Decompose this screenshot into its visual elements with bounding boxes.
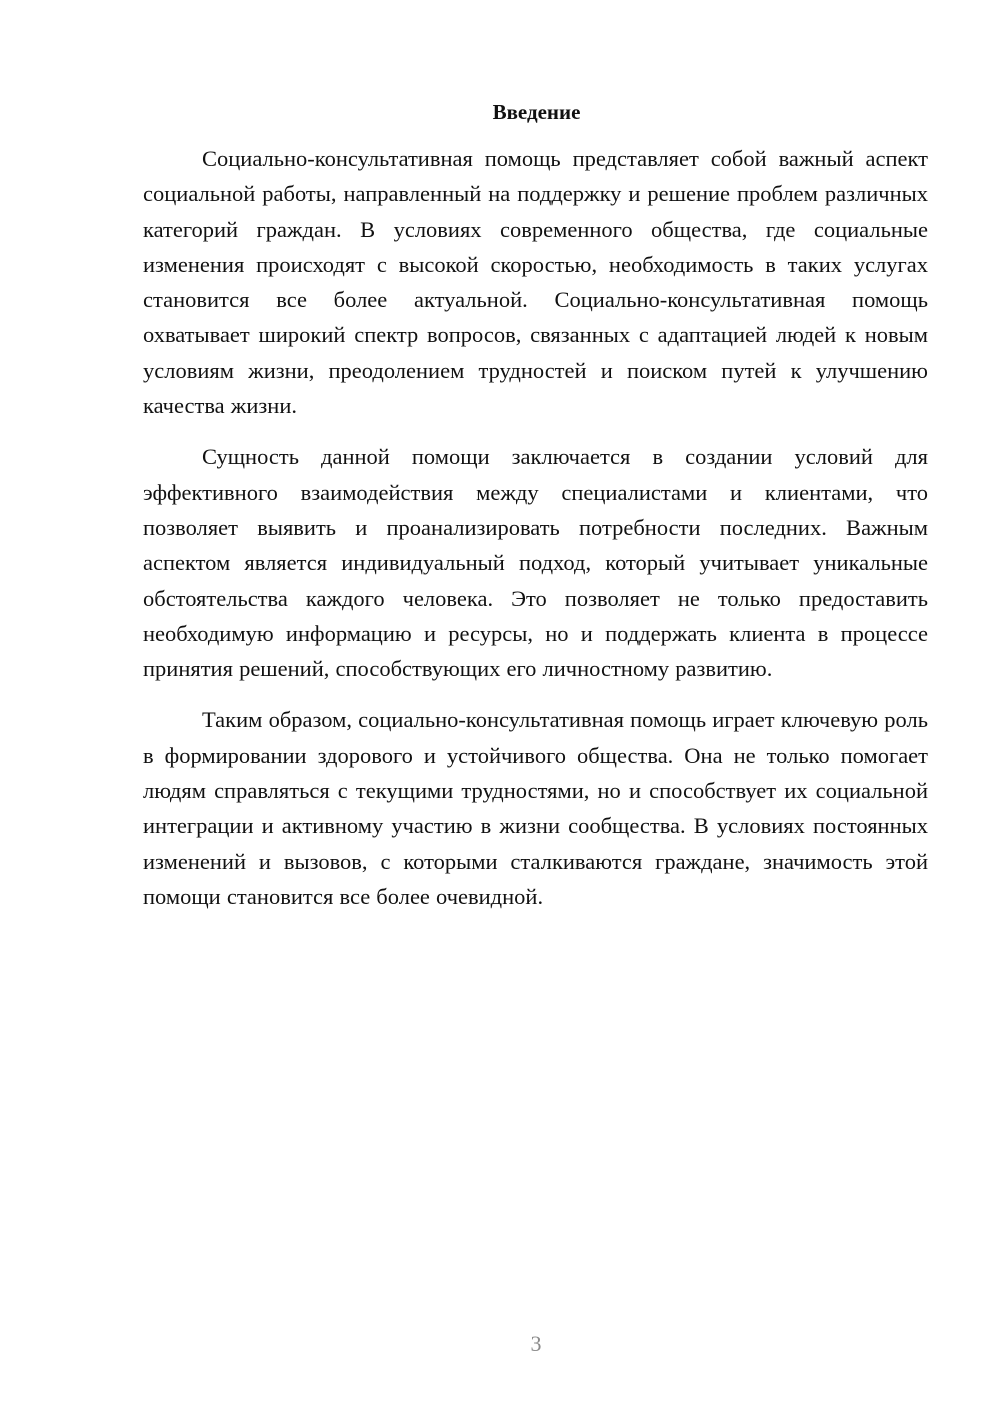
paragraph-2: Сущность данной помощи заключается в создании условий для эффективного взаимодействия между специалистами и клиентами, что позволяет выявить и проанализировать потребности последних. Важным аспектом является индивидуальный подход, который учитывает уникальные обстоятельства каждого человека. Это позволяет не только предоставить необходимую информацию и ресурсы, но и поддержать клиента в процессе принятия решений, способствующих его личностному развитию. [143,444,928,682]
paragraph-1: Социально-консультативная помощь представляет собой важный аспект социальной работы, направленный на поддержку и решение проблем различных категорий граждан. В условиях современного общества, где социальные изменения происходят с высокой скоростью, необходимость в таких услугах становится все более актуальной. Социально-консультативная помощь охватывает широкий спектр вопросов, связанных с адаптацией людей к новым условиям жизни, преодолением трудностей и поиском путей к улучшению качества жизни. [143,146,928,419]
page-number: 3 [530,1331,542,1356]
paragraph-3: Таким образом, социально-консультативная помощь играет ключевую роль в формировании здорового и устойчивого общества. Она не только помогает людям справляться с текущими трудностями, но и способствует их социальной интеграции и активному участию в жизни сообщества. В условиях постоянных изменений и вызовов, с которыми сталкиваются граждане, значимость этой помощи становится все более очевидной. [143,707,928,909]
section-title: Введение [492,100,581,124]
document-body [143,96,928,930]
